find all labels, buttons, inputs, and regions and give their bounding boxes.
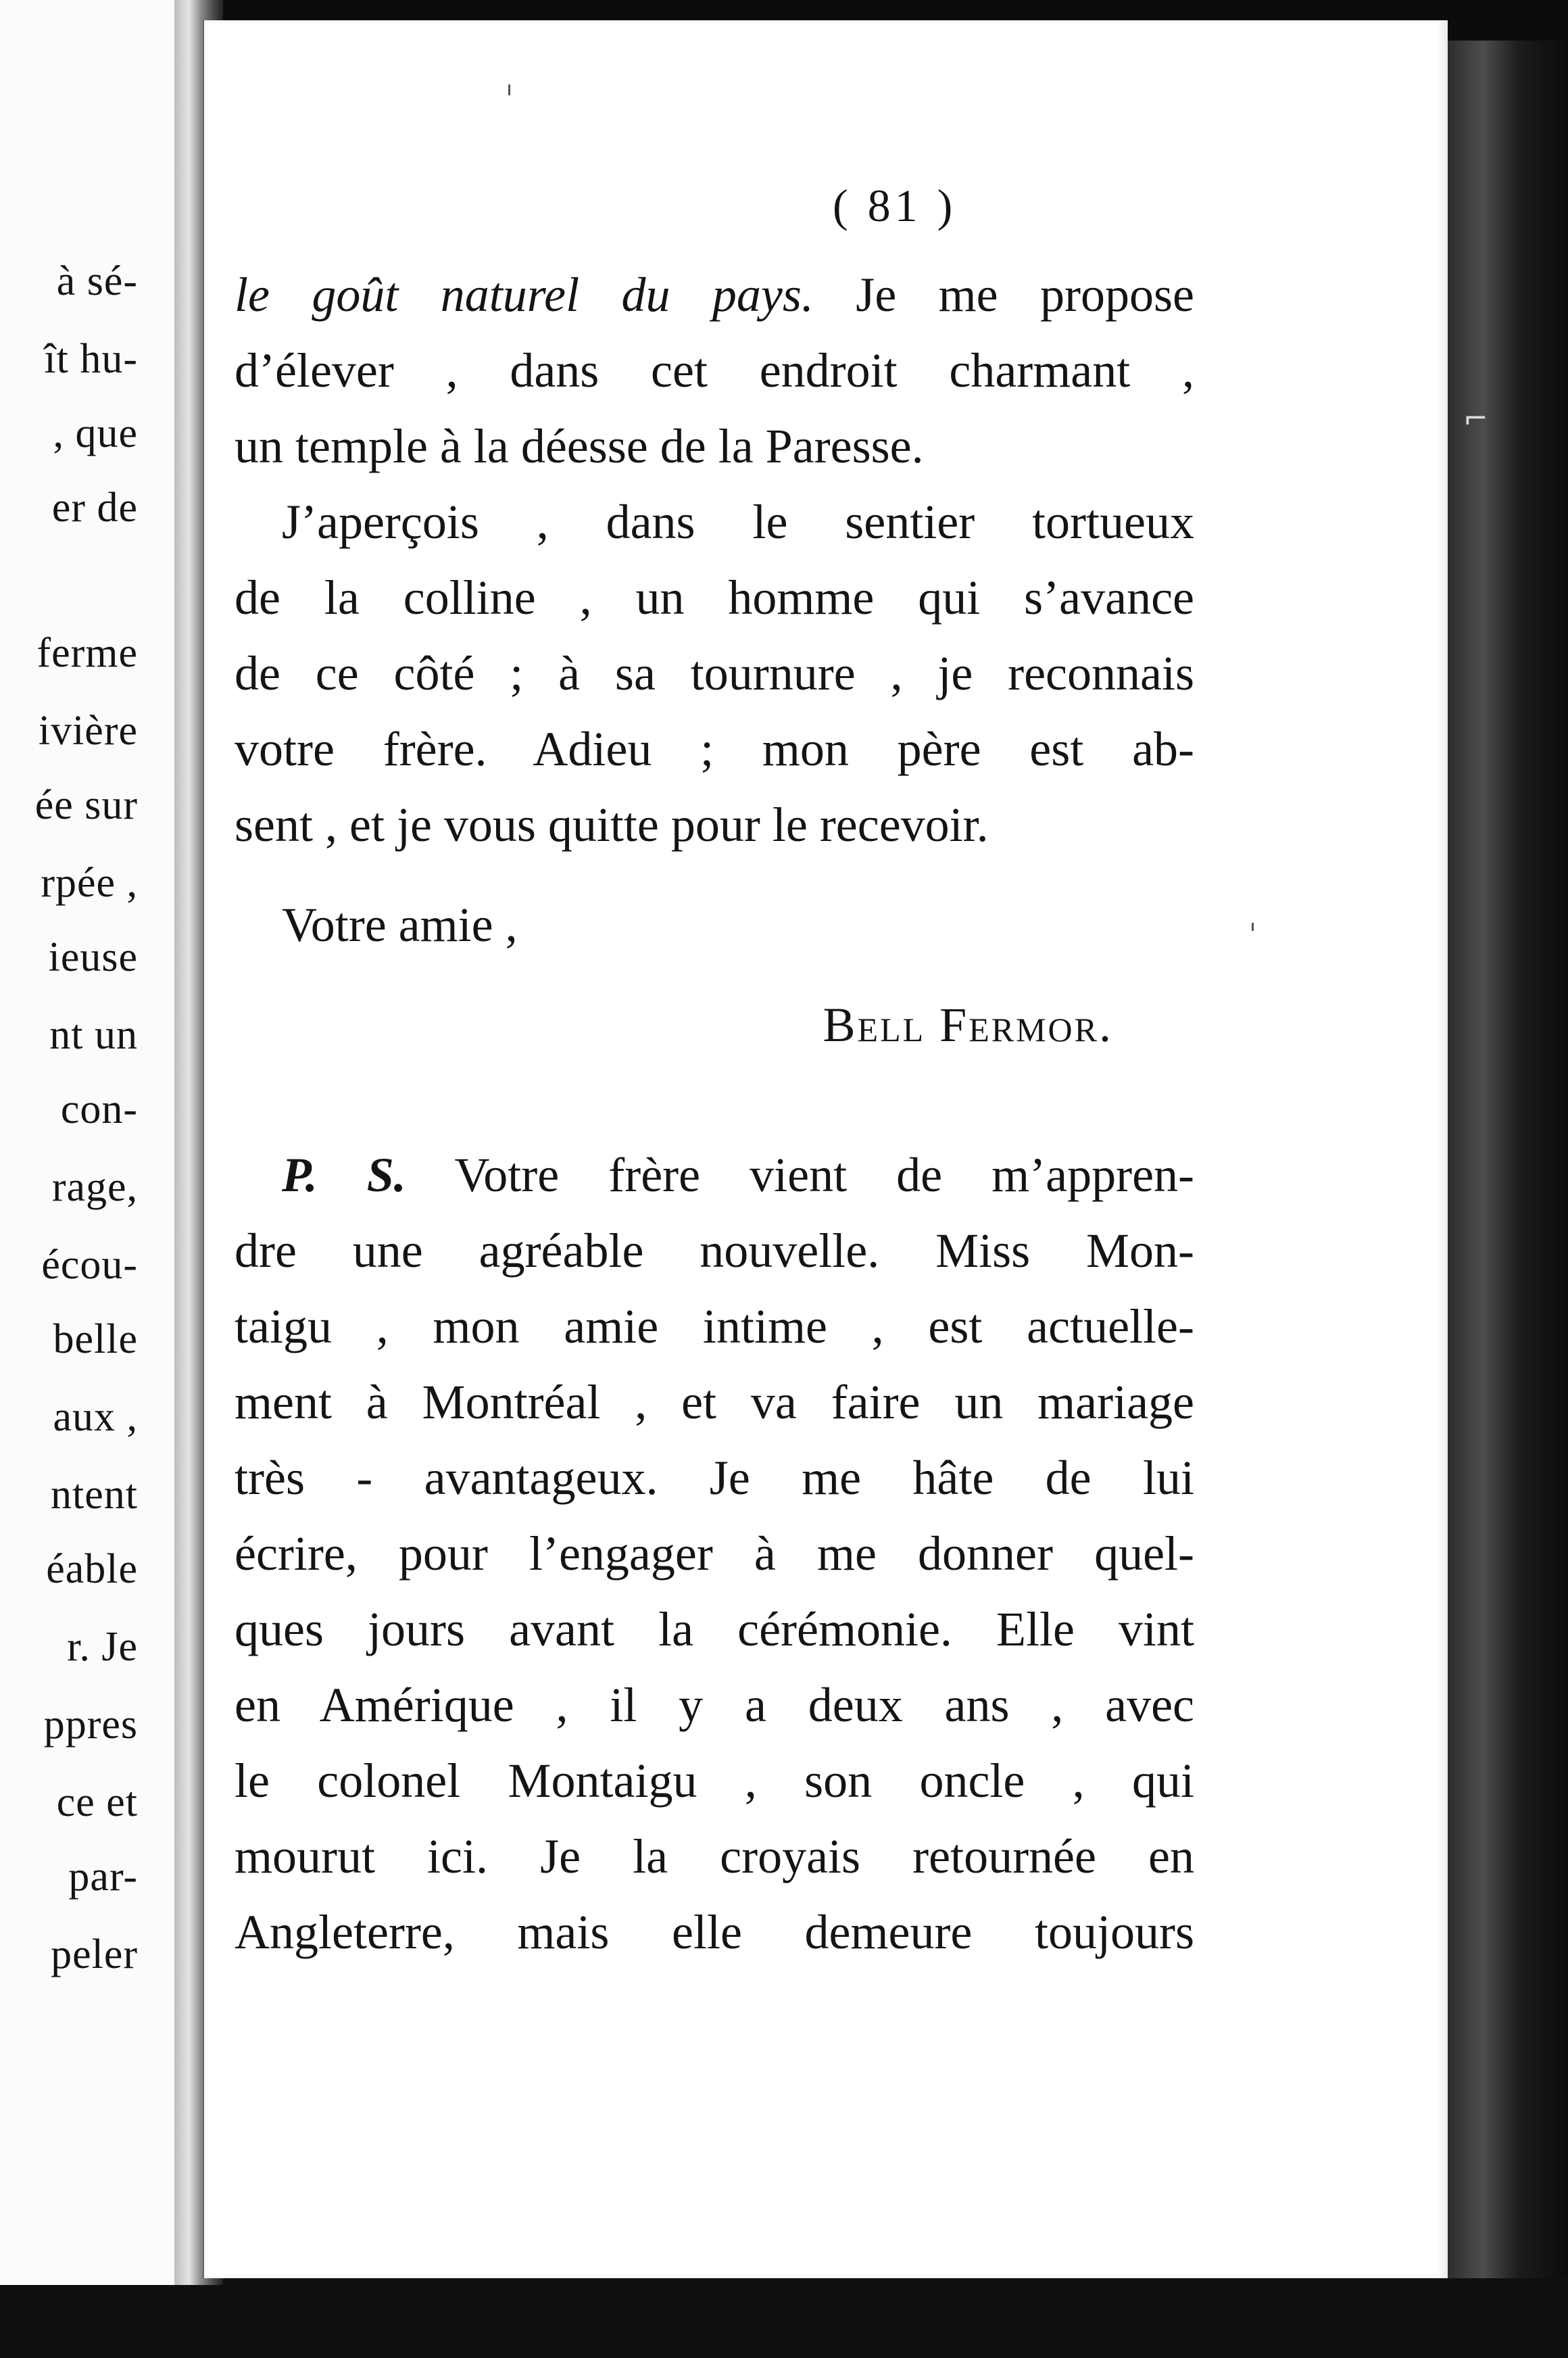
previous-page-line: er de (51, 485, 138, 531)
scan-border-bottom (0, 2278, 1568, 2358)
previous-page-line: nt un (49, 1012, 138, 1058)
text-span: Je me propose (813, 268, 1194, 322)
previous-page-line: ferme (36, 630, 138, 676)
previous-page-line: ce et (56, 1779, 138, 1825)
text-line: dre une agréable nouvelle. Miss Mon- (235, 1224, 1194, 1278)
text-line: ment à Montréal , et va faire un mariage (235, 1375, 1194, 1429)
previous-page-line: rage, (51, 1164, 138, 1210)
previous-page-line: éable (46, 1546, 138, 1592)
postscript-label: P. S. (282, 1148, 406, 1202)
previous-page-line: à sé- (56, 258, 138, 304)
text-line: de ce côté ; à sa tournure , je reconnais (235, 646, 1194, 700)
previous-page-line: , que (53, 410, 138, 456)
text-line: le colonel Montaigu , son oncle , qui (235, 1754, 1194, 1808)
previous-page-line: r. Je (67, 1624, 138, 1670)
previous-page-line: écou- (41, 1242, 138, 1288)
previous-page-line: ée sur (34, 782, 138, 828)
text-span: Votre frère vient de m’appren- (406, 1148, 1194, 1202)
paragraph-start-line: J’aperçois , dans le sentier tortueux (282, 495, 1194, 549)
previous-page-line: ivière (38, 708, 138, 754)
text-line (235, 257, 1194, 333)
letter-body (235, 257, 1194, 1970)
salutation: Votre amie , (282, 898, 518, 952)
text-line: Angleterre, mais elle demeure toujours (235, 1905, 1194, 1959)
text-line: écrire, pour l’engager à me donner quel- (235, 1526, 1194, 1581)
text-line: taigu , mon amie intime , est actuelle- (235, 1299, 1194, 1353)
previous-page-line: con- (60, 1086, 138, 1132)
text-line: ques jours avant la cérémonie. Elle vint (235, 1602, 1194, 1656)
paper-speck (1252, 923, 1254, 931)
text-line: en Amérique , il y a deux ans , avec (235, 1678, 1194, 1732)
text-line: mourut ici. Je la croyais retournée en (235, 1829, 1194, 1883)
text-line: de la colline , un homme qui s’avance (235, 571, 1194, 625)
text-line: votre frère. Adieu ; mon père est ab- (235, 722, 1194, 776)
previous-page-line: belle (53, 1316, 138, 1362)
page-clip-mark: ⌐ (1463, 402, 1488, 436)
text-line: un temple à la déesse de la Paresse. (235, 419, 924, 473)
previous-page-line: ntent (51, 1472, 138, 1518)
previous-page-line: aux , (53, 1394, 138, 1440)
postscript-first-line (235, 1137, 1194, 1213)
italic-phrase: le goût naturel du pays. (235, 268, 814, 322)
previous-page-line: par- (68, 1854, 138, 1900)
previous-page-line: peler (51, 1931, 138, 1977)
page-number: ( 81 ) (833, 180, 957, 231)
previous-page-fragment (0, 0, 184, 2285)
previous-page-line: rpée , (41, 860, 138, 906)
previous-page-line: ppres (43, 1702, 138, 1748)
signature: Bell Fermor. (823, 998, 1113, 1052)
book-edge-right (1446, 41, 1568, 2312)
text-line: d’élever , dans cet endroit charmant , (235, 343, 1194, 398)
paper-speck (508, 85, 510, 95)
text-line: très - avantageux. Je me hâte de lui (235, 1451, 1194, 1505)
previous-page-line: ît hu- (44, 336, 138, 382)
previous-page-line: ieuse (48, 934, 138, 980)
book-page (203, 20, 1448, 2278)
text-line: sent , et je vous quitte pour le recevoir. (235, 798, 989, 852)
